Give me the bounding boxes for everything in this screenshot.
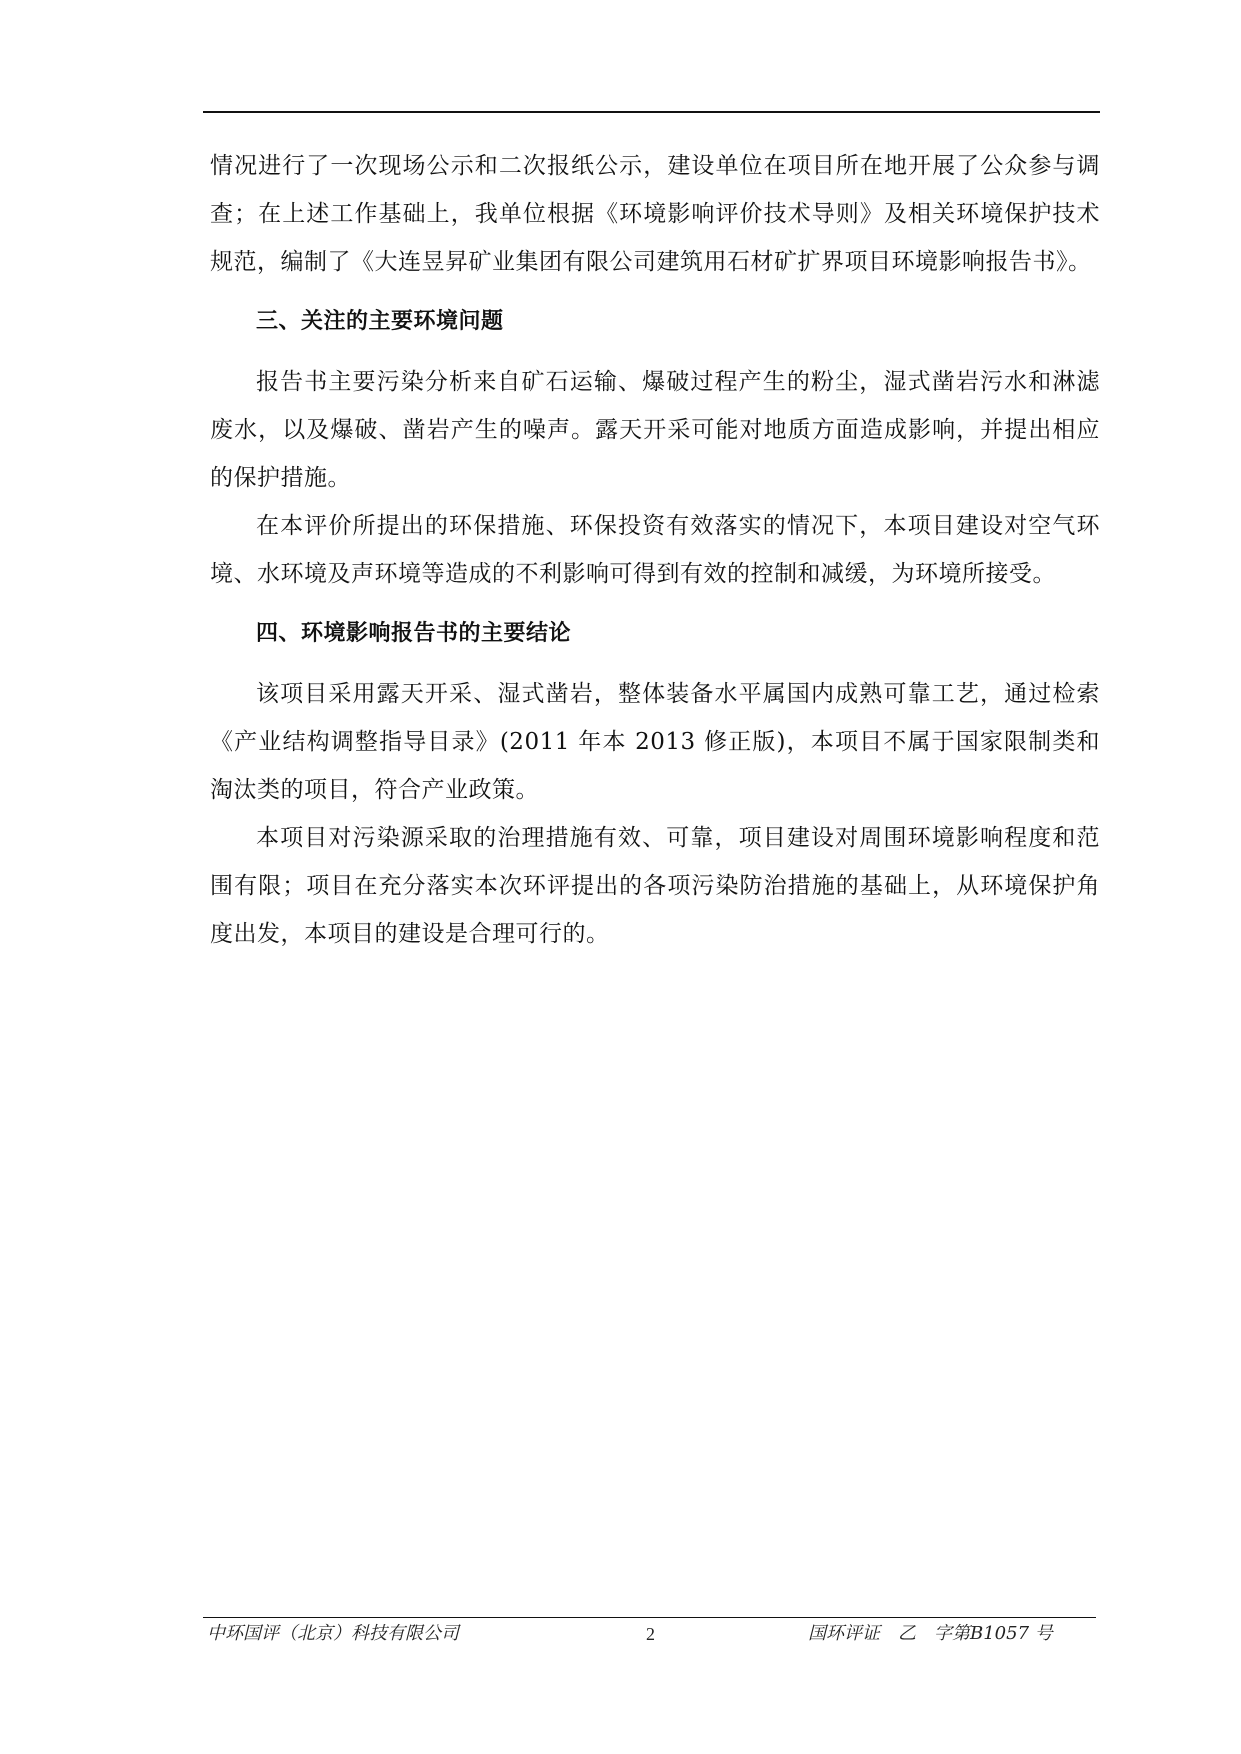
- section-heading: 四、环境影响报告书的主要结论: [256, 621, 572, 646]
- footer-rule: [203, 1617, 1096, 1618]
- footer-certificate: 国环评证 乙 字第B1057 号: [808, 1623, 1053, 1644]
- section-heading: 三、关注的主要环境问题: [256, 309, 504, 334]
- body-paragraph: 该项目采用露天开采、湿式凿岩，整体装备水平属国内成熟可靠工艺，通过检索《产业结构调整指导目录》(2011 年本 2013 修正版)，本项目不属于国家限制类和淘汰类的项目，符合产业政策。: [210, 681, 1100, 803]
- document-body: [210, 142, 1100, 958]
- header-rule: [203, 111, 1100, 113]
- footer-company: 中环国评（北京）科技有限公司: [207, 1623, 459, 1644]
- body-paragraph: 本项目对污染源采取的治理措施有效、可靠，项目建设对周围环境影响程度和范围有限；项目在充分落实本次环评提出的各项污染防治措施的基础上，从环境保护角度出发，本项目的建设是合理可行的。: [210, 825, 1100, 947]
- body-paragraph: 报告书主要污染分析来自矿石运输、爆破过程产生的粉尘，湿式凿岩污水和淋滤废水，以及爆破、凿岩产生的噪声。露天开采可能对地质方面造成影响，并提出相应的保护措施。: [210, 369, 1100, 491]
- page-number: 2: [646, 1624, 655, 1644]
- body-paragraph: 情况进行了一次现场公示和二次报纸公示，建设单位在项目所在地开展了公众参与调查；在上述工作基础上，我单位根据《环境影响评价技术导则》及相关环境保护技术规范，编制了《大连昱昇矿业集团有限公司建筑用石材矿扩界项目环境影响报告书》。: [210, 153, 1100, 275]
- body-paragraph: 在本评价所提出的环保措施、环保投资有效落实的情况下，本项目建设对空气环境、水环境及声环境等造成的不利影响可得到有效的控制和减缓，为环境所接受。: [210, 513, 1100, 587]
